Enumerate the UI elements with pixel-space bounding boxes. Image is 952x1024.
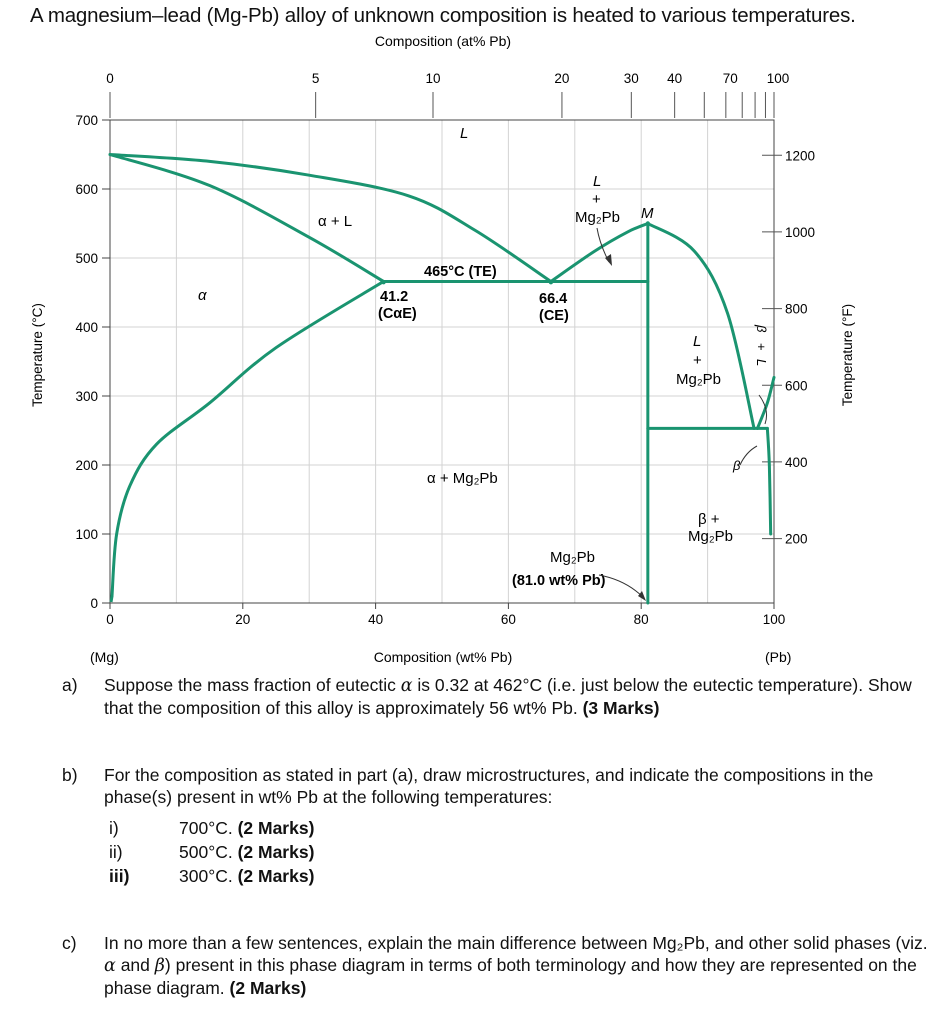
point-ce (549, 280, 553, 284)
boundary-liquidus-to-m (551, 224, 648, 282)
top-tick-label: 30 (623, 71, 639, 86)
bottom-tick-label: 100 (762, 612, 786, 627)
label-c-e-value: 66.4 (539, 291, 568, 307)
bottom-ticks (106, 603, 785, 627)
left-tick-label: 700 (75, 113, 98, 128)
top-tick-label: 40 (667, 71, 683, 86)
label-beta-l-beta: β (754, 325, 769, 333)
label-c-alpha-e-value: 41.2 (380, 289, 409, 305)
left-axis-label: Temperature (°C) (30, 303, 45, 407)
point-c-e (381, 280, 385, 284)
boundary-solvus (767, 428, 770, 534)
question-a-text-1: Suppose the mass fraction of eutectic (104, 675, 396, 695)
left-ticks (75, 113, 110, 611)
label-l-mg2pb-right-mg: Mg₂Pb (676, 371, 722, 388)
question-b-text: For the composition as stated in part (a), draw microstructures, and indicate the compositions in the phase(s) present in wt% Pb at the following temperatures: (104, 765, 874, 807)
label-alpha: α (198, 287, 207, 304)
top-tick-label: 100 (766, 71, 790, 86)
left-tick-label: 500 (75, 251, 98, 266)
right-tick-label: 1000 (785, 224, 816, 240)
phase-diagram (0, 28, 952, 673)
pb-end-label: (Pb) (765, 649, 792, 665)
right-axis-label: Temperature (°F) (840, 303, 855, 407)
right-tick-label: 400 (785, 454, 808, 470)
bottom-axis-label: Composition (wt% Pb) (373, 649, 513, 665)
question-a (62, 674, 934, 719)
left-tick-label: 0 (90, 596, 98, 611)
left-tick-label: 200 (75, 458, 98, 473)
question-c-text-2: ) present in this phase diagram in terms of both terminology and how they are represented on the phase diagram. (104, 955, 917, 998)
leader-beta (740, 446, 757, 465)
question-b-item-temp: 500°C. (179, 842, 233, 862)
top-tick-label: 10 (425, 71, 441, 86)
label-m-point: M (641, 205, 654, 222)
label-c-e: (CE) (539, 308, 569, 324)
label-mg2pb-comp: (81.0 wt% Pb) (512, 573, 606, 589)
question-c-and: and (120, 955, 150, 975)
label-beta-mg2pb-bottom: Mg₂Pb (688, 528, 734, 545)
left-tick-label: 400 (75, 320, 98, 335)
question-b-item-marks: (2 Marks) (237, 866, 315, 886)
label-liquid: L (460, 125, 469, 142)
label-alpha-mg2pb: α + Mg₂Pb (427, 470, 498, 487)
boundary-liquidus-from-m (648, 224, 754, 429)
question-b-label: b) (62, 765, 78, 785)
label-eutectic-temp: 465°C (TE) (424, 264, 497, 280)
label-mg2pb-compound: Mg₂Pb (550, 549, 596, 566)
label-beta-mg2pb-top: β + (698, 511, 720, 528)
label-l-mg2pb-left-mg: Mg₂Pb (575, 209, 621, 226)
top-axis-label: Composition (at% Pb) (374, 33, 512, 49)
right-tick-label: 600 (785, 378, 808, 394)
leader-mg2pb-comp (599, 575, 644, 598)
label-alpha-plus-l: α + L (318, 213, 353, 230)
top-tick-label: 70 (722, 71, 738, 86)
question-c-text-1: In no more than a few sentences, explain the main difference between Mg₂Pb, and other solid phases (viz. (104, 933, 928, 953)
question-b-item-temp: 300°C. (179, 866, 233, 886)
left-tick-label: 100 (75, 527, 98, 542)
question-a-alpha: α (400, 676, 413, 696)
question-a-text-2: is 0.32 at 462°C (i.e. just below the eutectic temperature). Show that the composition of this alloy is approximately 56 wt% Pb. (104, 675, 912, 718)
question-c (62, 932, 934, 999)
grid (110, 120, 774, 603)
question-c-alpha: α (104, 956, 116, 976)
top-ticks (106, 71, 789, 118)
label-l-mg2pb-right-l: L (693, 333, 702, 350)
label-beta-l-plus: + (754, 343, 769, 351)
bottom-tick-label: 60 (500, 612, 516, 627)
top-tick-label: 20 (554, 71, 570, 86)
label-l-mg2pb-right-plus: + (693, 352, 702, 369)
right-tick-label: 1200 (785, 148, 816, 164)
bottom-tick-label: 40 (368, 612, 384, 627)
question-c-beta: β (154, 956, 165, 976)
question-b-item-marks: (2 Marks) (237, 818, 315, 838)
right-tick-label: 200 (785, 531, 808, 547)
label-c-alpha-e: (CαE) (378, 306, 417, 322)
top-tick-label: 5 (311, 71, 320, 86)
question-b (62, 764, 934, 808)
question-b-item-marks: (2 Marks) (237, 842, 315, 862)
question-b-item-num: ii) (109, 842, 123, 862)
bottom-tick-label: 80 (633, 612, 649, 627)
question-b-item-num: iii) (109, 866, 130, 886)
label-beta-l-l: L (754, 359, 769, 367)
left-tick-label: 300 (75, 389, 98, 404)
question-c-label: c) (62, 933, 77, 953)
question-a-marks: (3 Marks) (582, 698, 660, 718)
label-beta: β (733, 458, 741, 473)
right-tick-label: 800 (785, 301, 808, 317)
question-b-item-temp: 700°C. (179, 818, 233, 838)
problem-intro: A magnesium–lead (Mg-Pb) alloy of unknown composition is heated to various temperatures. (30, 4, 856, 27)
question-a-label: a) (62, 675, 78, 695)
left-tick-label: 600 (75, 182, 98, 197)
bottom-tick-label: 20 (235, 612, 251, 627)
top-tick-label: 0 (106, 71, 114, 86)
leader-arrow-mg2pb (638, 591, 646, 601)
label-l-mg2pb-left-l: L (593, 173, 602, 190)
bottom-tick-label: 0 (106, 612, 114, 627)
mg-end-label: (Mg) (90, 649, 119, 665)
label-l-mg2pb-left-plus: + (592, 191, 601, 208)
question-c-marks: (2 Marks) (229, 978, 307, 998)
question-b-item-num: i) (109, 818, 119, 838)
boundary-solvus (112, 281, 384, 596)
